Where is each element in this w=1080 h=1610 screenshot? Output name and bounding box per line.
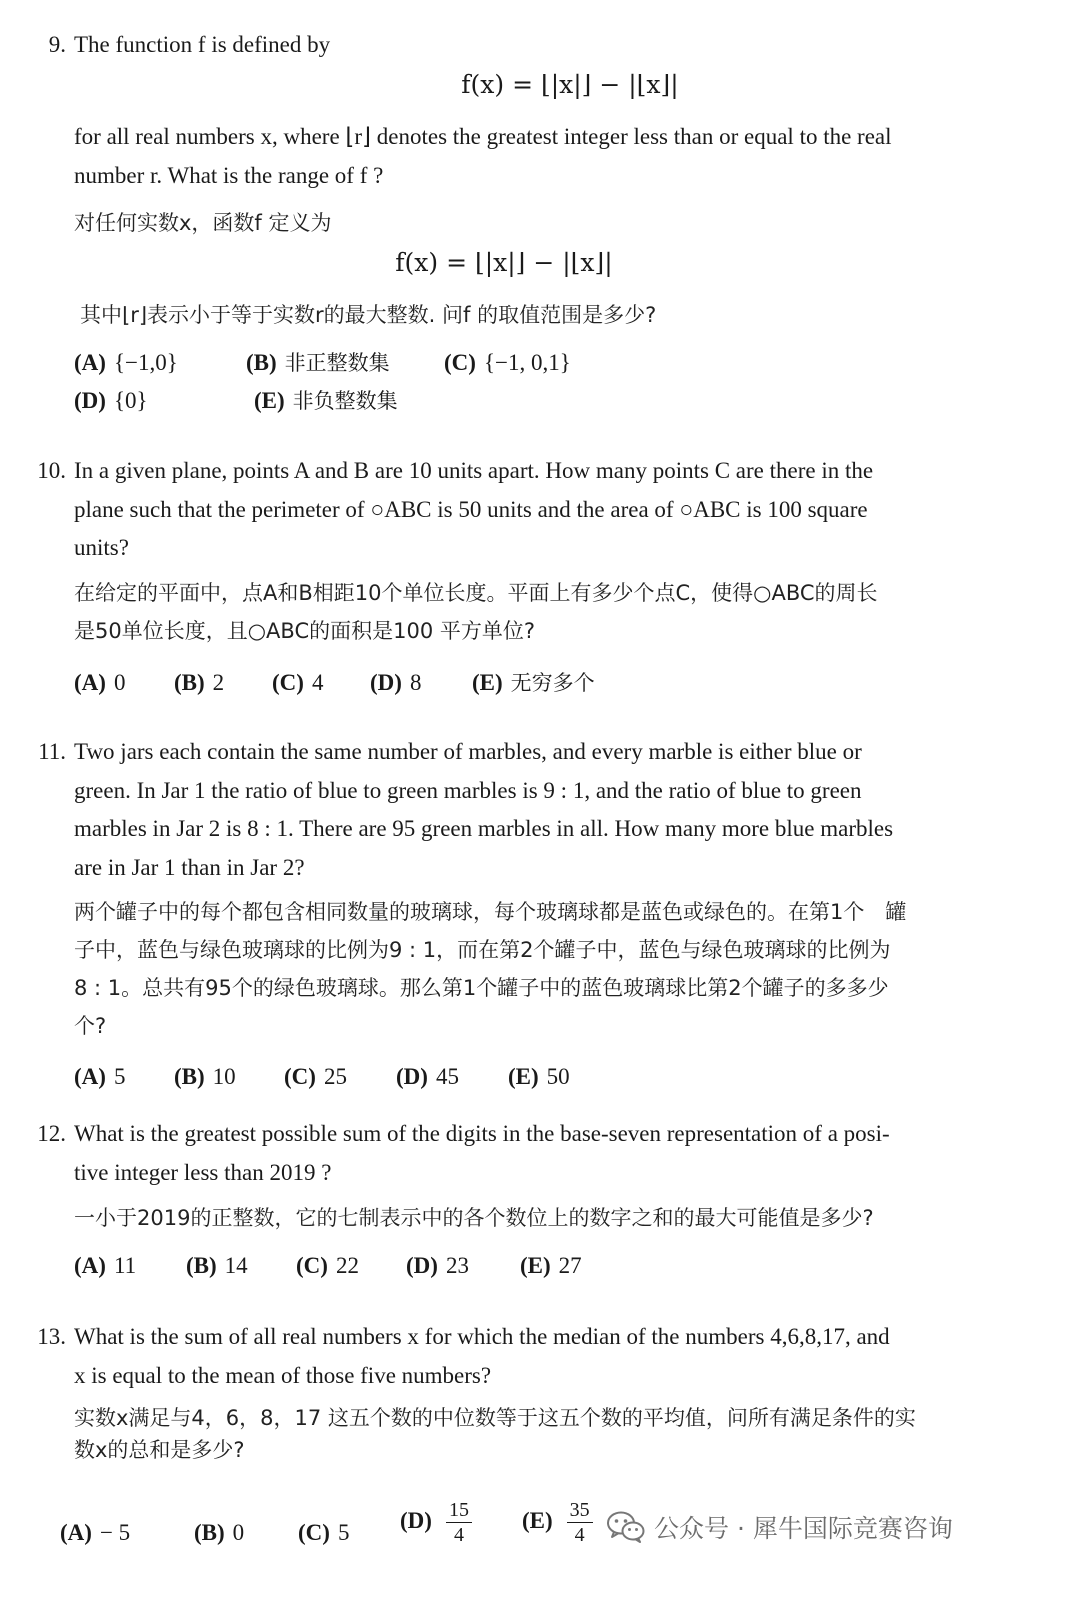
- question-text-zh: 实数x满足与4，6，8，17 这五个数的中位数等于这五个数的平均值，问所有满足条件的实 数x的总和是多少?: [74, 1406, 916, 1462]
- question-text-en: What is the greatest possible sum of the digits in the base-seven representation of a posi- tive integer less than 2019 ?: [74, 1121, 890, 1185]
- question-number: 9.: [48, 32, 66, 57]
- option-d[interactable]: (D) {0}: [74, 388, 148, 413]
- option-b[interactable]: (B) 14: [186, 1253, 248, 1278]
- question-number: 11.: [38, 739, 66, 764]
- question-number: 10.: [37, 458, 66, 483]
- option-c[interactable]: (C) {−1, 0,1}: [444, 350, 571, 375]
- option-d[interactable]: (D) 23: [406, 1253, 469, 1278]
- question-number: 13.: [37, 1324, 66, 1349]
- option-d[interactable]: (D) $\frac{15}{4}$: [400, 1498, 472, 1547]
- question-text-en: In a given plane, points A and B are 10 units apart. How many points C are there in the plane such that the perimeter of ○ABC is 50 units and the area of ○ABC is 100 square units?: [74, 458, 874, 560]
- question-text-en: The function f is defined by: [74, 32, 331, 57]
- question-number: 12.: [37, 1121, 66, 1146]
- option-a[interactable]: (A) 11: [74, 1253, 137, 1278]
- option-a[interactable]: (A) {−1,0}: [74, 350, 178, 375]
- question-text-zh: 在给定的平面中，点A和B相距10个单位长度。平面上有多少个点C，使得○ABC的周长 是50单位长度，且○ABC的面积是100 平方单位?: [74, 581, 878, 643]
- question-text-en: What is the sum of all real numbers x for which the median of the numbers 4,6,8,17, and x is equal to the mean of those five numbers?: [74, 1324, 890, 1388]
- fraction: $\frac{15}{4}$: [446, 1498, 472, 1547]
- option-d[interactable]: (D) 45: [396, 1064, 459, 1089]
- option-a[interactable]: (A) − 5: [60, 1520, 131, 1545]
- formula-zh: f(x) = ⌊|x|⌋ − |⌊x⌋|: [395, 248, 613, 277]
- question-text-en-cont: for all real numbers x, where ⌊r⌋ denotes the greatest integer less than or equal to the real number r. What is the range of f ?: [74, 124, 892, 188]
- option-e[interactable]: (E) 27: [520, 1253, 582, 1278]
- question-text-zh-cont: 其中⌊r⌋表示小于等于实数r的最大整数. 问f 的取值范围是多少?: [80, 303, 657, 327]
- option-b[interactable]: (B) 2: [174, 670, 225, 695]
- formula-en: f(x) = ⌊|x|⌋ − |⌊x⌋|: [461, 70, 679, 99]
- option-d[interactable]: (D) 8: [370, 670, 422, 695]
- fraction: $\frac{35}{4}$: [567, 1498, 593, 1547]
- option-e[interactable]: (E) 无穷多个: [472, 670, 595, 695]
- option-c[interactable]: (C) 5: [298, 1520, 350, 1545]
- option-b[interactable]: (B) 非正整数集: [246, 350, 390, 375]
- option-b[interactable]: (B) 10: [174, 1064, 236, 1089]
- question-text-en: Two jars each contain the same number of marbles, and every marble is either blue or green. In Jar 1 the ratio of blue to green marbles is 9 : 1, and the ratio of blue to green marbles in Jar 2 is 8 : 1. There are 95 green marbles in all. How many more blue marbles are in Jar 1 than in Jar 2?: [74, 739, 894, 880]
- option-e[interactable]: (E) 50: [508, 1064, 570, 1089]
- option-b[interactable]: (B) 0: [194, 1520, 245, 1545]
- question-text-zh: 对任何实数x，函数f 定义为: [74, 211, 332, 235]
- watermark-text: 公众号 · 犀牛国际竞赛咨询: [654, 1514, 953, 1543]
- option-e[interactable]: (E) $\frac{35}{4}$: [522, 1498, 593, 1547]
- wechat-icon: [606, 1510, 646, 1544]
- question-text-zh: 两个罐子中的每个都包含相同数量的玻璃球，每个玻璃球都是蓝色或绿色的。在第1个 罐 子中，蓝色与绿色玻璃球的比例为9 : 1，而在第2个罐子中，蓝色与绿色玻璃球的比例为 8 : 1。总共有95个的绿色玻璃球。那么第1个罐子中的蓝色玻璃球比第2个罐子的多多少 个?: [74, 900, 907, 1038]
- question-text-zh: 一小于2019的正整数，它的七制表示中的各个数位上的数字之和的最大可能值是多少?: [74, 1206, 874, 1230]
- option-e[interactable]: (E) 非负整数集: [254, 388, 398, 413]
- option-a[interactable]: (A) 0: [74, 670, 126, 695]
- watermark: [606, 1506, 1026, 1548]
- option-a[interactable]: (A) 5: [74, 1064, 126, 1089]
- option-c[interactable]: (C) 25: [284, 1064, 347, 1089]
- option-c[interactable]: (C) 4: [272, 670, 324, 695]
- option-c[interactable]: (C) 22: [296, 1253, 359, 1278]
